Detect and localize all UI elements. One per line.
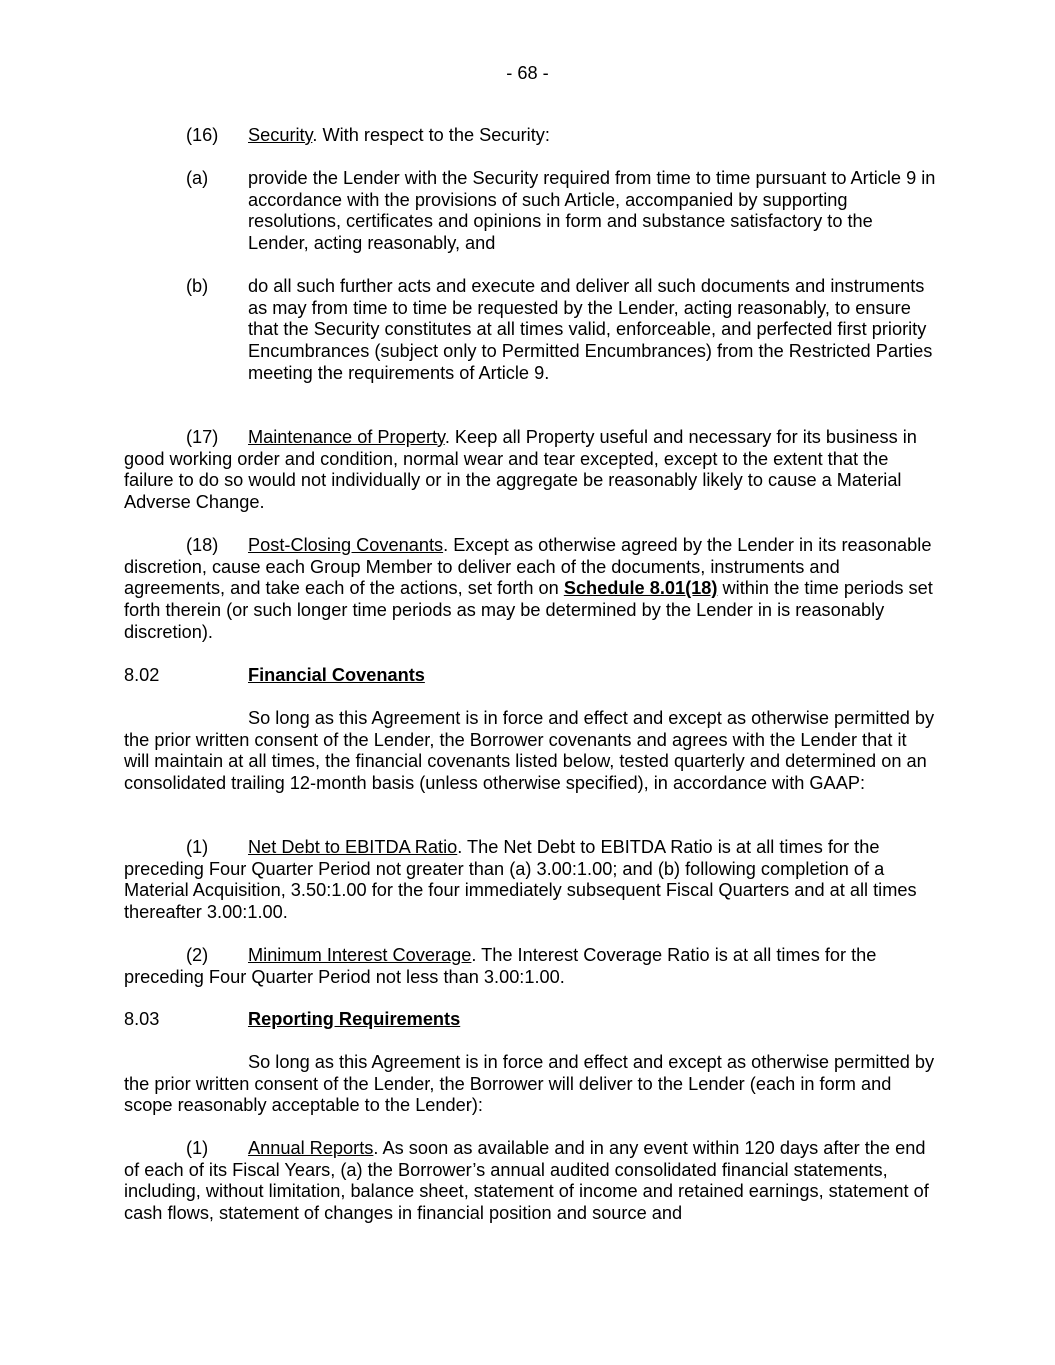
section-8-02-item-2 <box>124 945 936 988</box>
section-8-03-intro-text: So long as this Agreement is in force and effect and except as otherwise permitted by the prior written consent of the Lender, the Borrower will deliver to the Lender (each in form and scope reasonably acceptable to the Lender): <box>124 1052 935 1116</box>
section-8-03-item-1-number: (1) <box>186 1138 209 1158</box>
section-8-03-title: Reporting Requirements <box>248 1009 461 1029</box>
item-17-paragraph <box>124 427 936 514</box>
section-8-02-item-1-number: (1) <box>186 837 209 857</box>
section-8-02-item-1-title: Net Debt to EBITDA Ratio <box>248 837 458 857</box>
section-8-02-item-1 <box>124 837 936 924</box>
item-16-text: . With respect to the Security: <box>312 125 550 145</box>
item-16-title: Security <box>248 125 313 145</box>
section-8-02-title: Financial Covenants <box>248 665 425 685</box>
section-8-03-item-1-text: . As soon as available and in any event within 120 days after the end of each of its Fiscal Years, (a) the Borrower’s annual audited consolidated financial statements, including, without limitation, balance sheet, statement of income and retained earnings, statement of cash flows, statement of changes in financial position and source and <box>124 1138 929 1224</box>
item-17-number: (17) <box>186 427 219 447</box>
section-8-02-item-2-number: (2) <box>186 945 209 965</box>
item-18-number: (18) <box>186 535 219 555</box>
page-number: - 68 - <box>506 63 549 83</box>
section-8-03-intro <box>124 1052 936 1117</box>
item-17-title: Maintenance of Property <box>248 427 445 447</box>
schedule-reference: Schedule 8.01(18) <box>563 578 718 599</box>
item-18-text-1: . Except as otherwise agreed by the Lender in its reasonable discretion, cause each Group Member to deliver each of the documents, instruments and agreements, and take each of the actions, set forth on <box>124 535 932 599</box>
section-8-02-item-2-text: . The Interest Coverage Ratio is at all times for the preceding Four Quarter Period not less than 3.00:1.00. <box>124 945 877 987</box>
section-8-02-intro <box>124 708 936 795</box>
section-8-03-item-1 <box>124 1138 936 1225</box>
item-18-title: Post-Closing Covenants <box>248 535 444 555</box>
section-8-02-item-1-text: . The Net Debt to EBITDA Ratio is at all times for the preceding Four Quarter Period not greater than (a) 3.00:1.00; and (b) following completion of a Material Acquisition, 3.50:1.00 for the four immediately subsequent Fiscal Quarters and at all times thereafter 3.00:1.00. <box>124 837 917 923</box>
item-16b-label: (b) <box>186 276 209 296</box>
section-8-03-number: 8.03 <box>124 1009 160 1029</box>
item-18-paragraph <box>124 535 936 644</box>
section-8-02-item-2-title: Minimum Interest Coverage <box>248 945 472 965</box>
section-8-03-item-1-title: Annual Reports <box>248 1138 374 1158</box>
item-16-heading-text <box>248 125 550 147</box>
item-16a-label: (a) <box>186 168 209 188</box>
item-16-number: (16) <box>186 125 219 145</box>
item-17-text: . Keep all Property useful and necessary for its business in good working order and condition, normal wear and tear excepted, except to the extent that the failure to do so would not individually or in the aggregate be reasonably likely to cause a Material Adverse Change. <box>124 427 917 513</box>
section-8-02-intro-text: So long as this Agreement is in force and effect and except as otherwise permitted by the prior written consent of the Lender, the Borrower covenants and agrees with the Lender that it will maintain at all times, the financial covenants listed below, tested quarterly and determined on an consolidated trailing 12-month basis (unless otherwise specified), in accordance with GAAP: <box>124 708 935 794</box>
item-16b-text: do all such further acts and execute and deliver all such documents and instruments as may from time to time be requested by the Lender, acting reasonably, to ensure that the Security constitutes at all times valid, enforceable, and perfected first priority Encumbrances (subject only to Permitted Encumbrances) from the Restricted Parties meeting the requirements of Article 9. <box>248 276 933 383</box>
item-18-text-2: within the time periods set forth therein (or such longer time periods as may be determined by the Lender in is reasonably discretion). <box>124 578 933 642</box>
section-8-02-number: 8.02 <box>124 665 160 685</box>
item-16a-text: provide the Lender with the Security required from time to time pursuant to Article 9 in accordance with the provisions of such Article, accompanied by supporting resolutions, certificates and opinions in form and substance satisfactory to the Lender, acting reasonably, and <box>248 168 936 254</box>
